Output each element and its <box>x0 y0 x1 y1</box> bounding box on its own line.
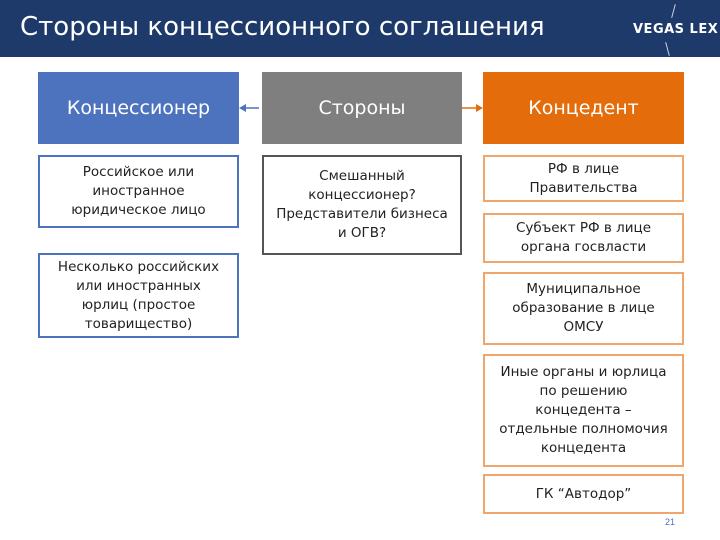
concedent-item-avtodor: ГК “Автодор” <box>483 474 684 514</box>
concessionaire-item-partnership: Несколько российских или иностранных юрлиц (простое товарищество) <box>38 253 239 338</box>
left-arrow <box>239 104 259 112</box>
page-number: 21 <box>665 517 676 527</box>
concedent-item-municipality: Муниципальное образование в лице ОМСУ <box>483 272 684 345</box>
concessionaire-header: Концессионер <box>38 72 239 144</box>
concedent-header: Концедент <box>483 72 684 144</box>
concedent-item-russian-federation: РФ в лице Правительства <box>483 155 684 202</box>
right-arrow <box>462 104 483 112</box>
concedent-item-federal-subject: Субъект РФ в лице органа госвласти <box>483 213 684 263</box>
concedent-item-other-bodies: Иные органы и юрлица по решению концедента – отдельные полномочия концедента <box>483 354 684 467</box>
page-title: Стороны концессионного соглашения <box>20 12 545 42</box>
parties-item-mixed-concessionaire: Смешанный концессионер? Представители бизнеса и ОГВ? <box>262 155 462 255</box>
parties-header: Стороны <box>262 72 462 144</box>
logo-text: VEGAS LEX <box>633 22 719 37</box>
concessionaire-item-legal-entity: Российское или иностранное юридическое лицо <box>38 155 239 228</box>
